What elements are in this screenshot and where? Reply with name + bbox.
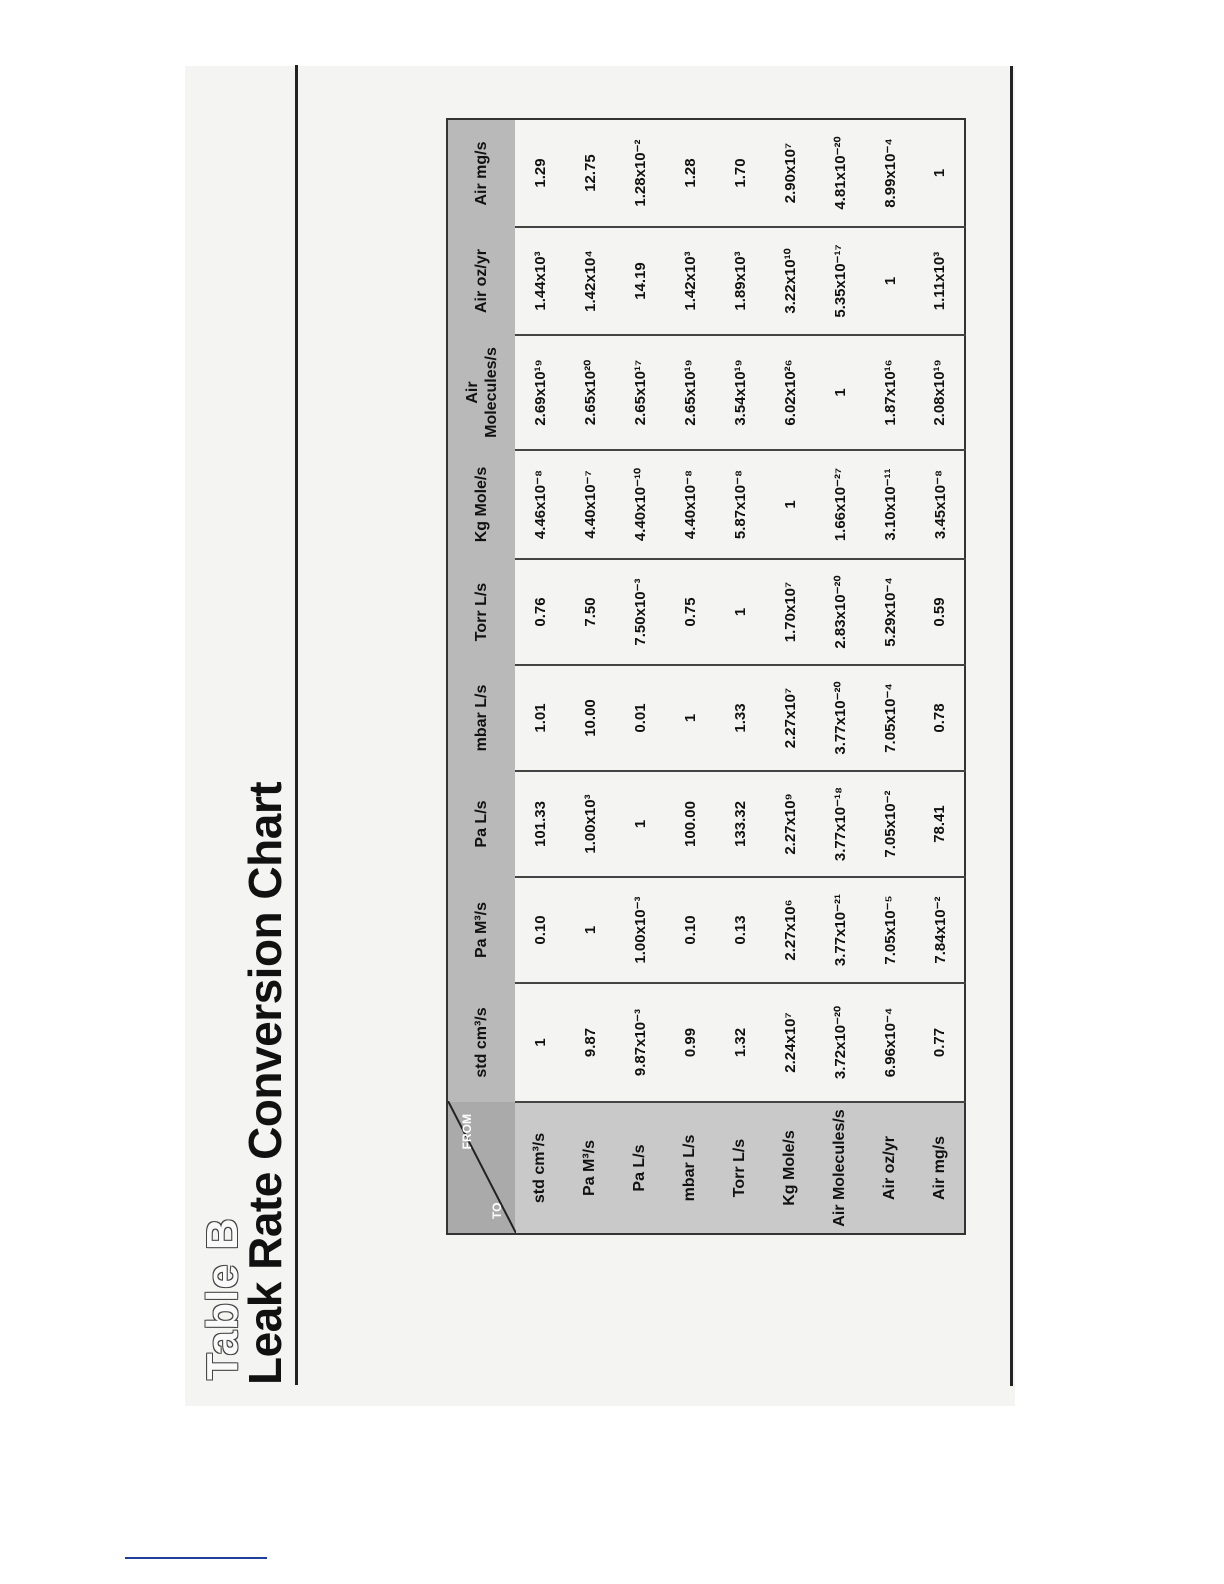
table-cell: 1.11x10³	[915, 227, 965, 335]
table-cell: 4.81x10⁻²⁰	[832, 136, 849, 210]
column-header: Pa L/s	[447, 771, 515, 877]
table-row	[615, 119, 665, 1234]
table-cell: 1	[765, 450, 815, 559]
column-header: Pa M³/s	[447, 877, 515, 983]
table-cell: 1.01	[515, 665, 565, 771]
table-row	[515, 119, 565, 1234]
footnote-rule	[125, 1557, 267, 1559]
table-row	[915, 119, 965, 1234]
table-cell: 10.00	[565, 665, 615, 771]
table-row	[565, 119, 615, 1234]
table-cell: 3.45x10⁻⁸	[915, 450, 965, 559]
table-cell: 2.65x10¹⁷	[615, 335, 665, 450]
table-cell: 2.24x10⁷	[765, 983, 815, 1102]
table-cell: 0.75	[665, 559, 715, 665]
table-cell: 14.19	[615, 227, 665, 335]
table-row	[715, 119, 765, 1234]
table-cell: 7.50	[565, 559, 615, 665]
table-cell: 3.72x10⁻²⁰	[815, 983, 865, 1102]
page-top-rule	[1010, 66, 1013, 1386]
table-cell: 3.77x10⁻¹⁸	[815, 771, 865, 877]
table-cell: 7.05x10⁻⁵	[865, 877, 915, 983]
from-label: FROM	[460, 1114, 474, 1150]
table-cell: 0.78	[915, 665, 965, 771]
table-cell: 9.87x10⁻³	[615, 983, 665, 1102]
table-cell: 7.84x10⁻²	[915, 877, 965, 983]
table-cell: 1	[715, 559, 765, 665]
table-cell: 6.96x10⁻⁴	[865, 983, 915, 1102]
table-cell: 2.83x10⁻²⁰	[815, 559, 865, 665]
row-header: std cm³/s	[515, 1102, 565, 1234]
column-header: Kg Mole/s	[447, 450, 515, 559]
row-header: Air Molecules/s	[815, 1102, 865, 1234]
table-cell: 1.29	[531, 158, 549, 188]
row-header: Torr L/s	[715, 1102, 765, 1234]
table-cell: 7.05x10⁻²	[865, 771, 915, 877]
table-cell: 1	[615, 771, 665, 877]
table-cell: 3.77x10⁻²¹	[815, 877, 865, 983]
table-cell: 1	[565, 877, 615, 983]
table-cell: 7.05x10⁻⁴	[865, 665, 915, 771]
table-cell: 0.99	[665, 983, 715, 1102]
table-cell: 78.41	[915, 771, 965, 877]
corner-cell	[447, 1102, 515, 1234]
table-cell: 1.42x10³	[665, 227, 715, 335]
table-cell: 7.50x10⁻³	[615, 559, 665, 665]
page-title: Leak Rate Conversion Chart	[239, 781, 291, 1385]
table-cell: 0.10	[665, 877, 715, 983]
table-row	[815, 119, 865, 1234]
table-cell: 2.27x10⁷	[765, 665, 815, 771]
table-cell: 3.10x10⁻¹¹	[865, 450, 915, 559]
column-header: Air mg/s	[447, 119, 515, 227]
column-header: mbar L/s	[447, 665, 515, 771]
row-header: Pa L/s	[615, 1102, 665, 1234]
table-cell: 4.40x10⁻⁷	[565, 450, 615, 559]
table-cell: 1	[665, 665, 715, 771]
table-cell: 0.10	[515, 877, 565, 983]
table-cell: 1.00x10³	[565, 771, 615, 877]
table-cell: 2.27x10⁶	[765, 877, 815, 983]
table-cell: 2.90x10⁷	[781, 142, 799, 204]
table-row	[865, 119, 915, 1234]
table-cell: 1.44x10³	[515, 227, 565, 335]
table-cell: 1.87x10¹⁶	[865, 335, 915, 450]
table-cell: 2.27x10⁹	[765, 771, 815, 877]
table-cell: 3.77x10⁻²⁰	[815, 665, 865, 771]
table-cell: 1.28x10⁻²	[632, 139, 649, 207]
table-cell: 1.89x10³	[715, 227, 765, 335]
row-header: Kg Mole/s	[765, 1102, 815, 1234]
table-row	[765, 119, 815, 1234]
header-row	[447, 119, 515, 1234]
table-cell: 0.77	[915, 983, 965, 1102]
table-cell: 1	[931, 168, 948, 178]
to-label: TO	[490, 1202, 504, 1219]
conversion-table	[446, 118, 966, 1235]
table-cell: 1.70x10⁷	[765, 559, 815, 665]
table-cell: 1.33	[715, 665, 765, 771]
table-cell: 1.70	[731, 158, 749, 188]
row-header: Pa M³/s	[565, 1102, 615, 1234]
row-header: mbar L/s	[665, 1102, 715, 1234]
column-header: Air Molecules/s	[447, 335, 515, 450]
column-header: std cm³/s	[447, 983, 515, 1102]
table-cell: 1.42x10⁴	[565, 227, 615, 335]
table-cell: 3.54x10¹⁹	[715, 335, 765, 450]
table-cell: 8.99x10⁻⁴	[882, 138, 899, 208]
row-header: Air oz/yr	[865, 1102, 915, 1234]
title-rule	[295, 65, 298, 1385]
table-cell: 6.02x10²⁶	[765, 335, 815, 450]
table-cell: 1	[865, 227, 915, 335]
table-cell: 0.01	[615, 665, 665, 771]
table-cell: 5.29x10⁻⁴	[865, 559, 915, 665]
table-cell: 9.87	[565, 983, 615, 1102]
table-cell: 12.75	[581, 154, 599, 192]
table-cell: 101.33	[515, 771, 565, 877]
table-cell: 1	[815, 335, 865, 450]
column-header: Air oz/yr	[447, 227, 515, 335]
table-cell: 1	[515, 983, 565, 1102]
table-cell: 0.13	[715, 877, 765, 983]
table-cell: 2.65x10¹⁹	[665, 335, 715, 450]
table-row	[665, 119, 715, 1234]
table-cell: 1.28	[681, 158, 699, 188]
table-cell: 0.76	[515, 559, 565, 665]
row-header: Air mg/s	[915, 1102, 965, 1234]
table-cell: 1.32	[715, 983, 765, 1102]
column-header: Torr L/s	[447, 559, 515, 665]
table-cell: 133.32	[715, 771, 765, 877]
table-cell: 100.00	[665, 771, 715, 877]
table-cell: 1.00x10⁻³	[615, 877, 665, 983]
table-cell: 1.66x10⁻²⁷	[815, 450, 865, 559]
table-cell: 4.40x10⁻¹⁰	[615, 450, 665, 559]
table-cell: 4.46x10⁻⁸	[515, 450, 565, 559]
rotated-page-content	[188, 55, 1008, 1395]
table-cell: 4.40x10⁻⁸	[665, 450, 715, 559]
table-label: Table B	[198, 1217, 247, 1380]
table-cell: 2.08x10¹⁹	[915, 335, 965, 450]
table-cell: 3.22x10¹⁰	[765, 227, 815, 335]
table-cell: 5.87x10⁻⁸	[715, 450, 765, 559]
table-cell: 2.69x10¹⁹	[515, 335, 565, 450]
table-cell: 5.35x10⁻¹⁷	[815, 227, 865, 335]
table-cell: 2.65x10²⁰	[565, 335, 615, 450]
table-cell: 0.59	[915, 559, 965, 665]
